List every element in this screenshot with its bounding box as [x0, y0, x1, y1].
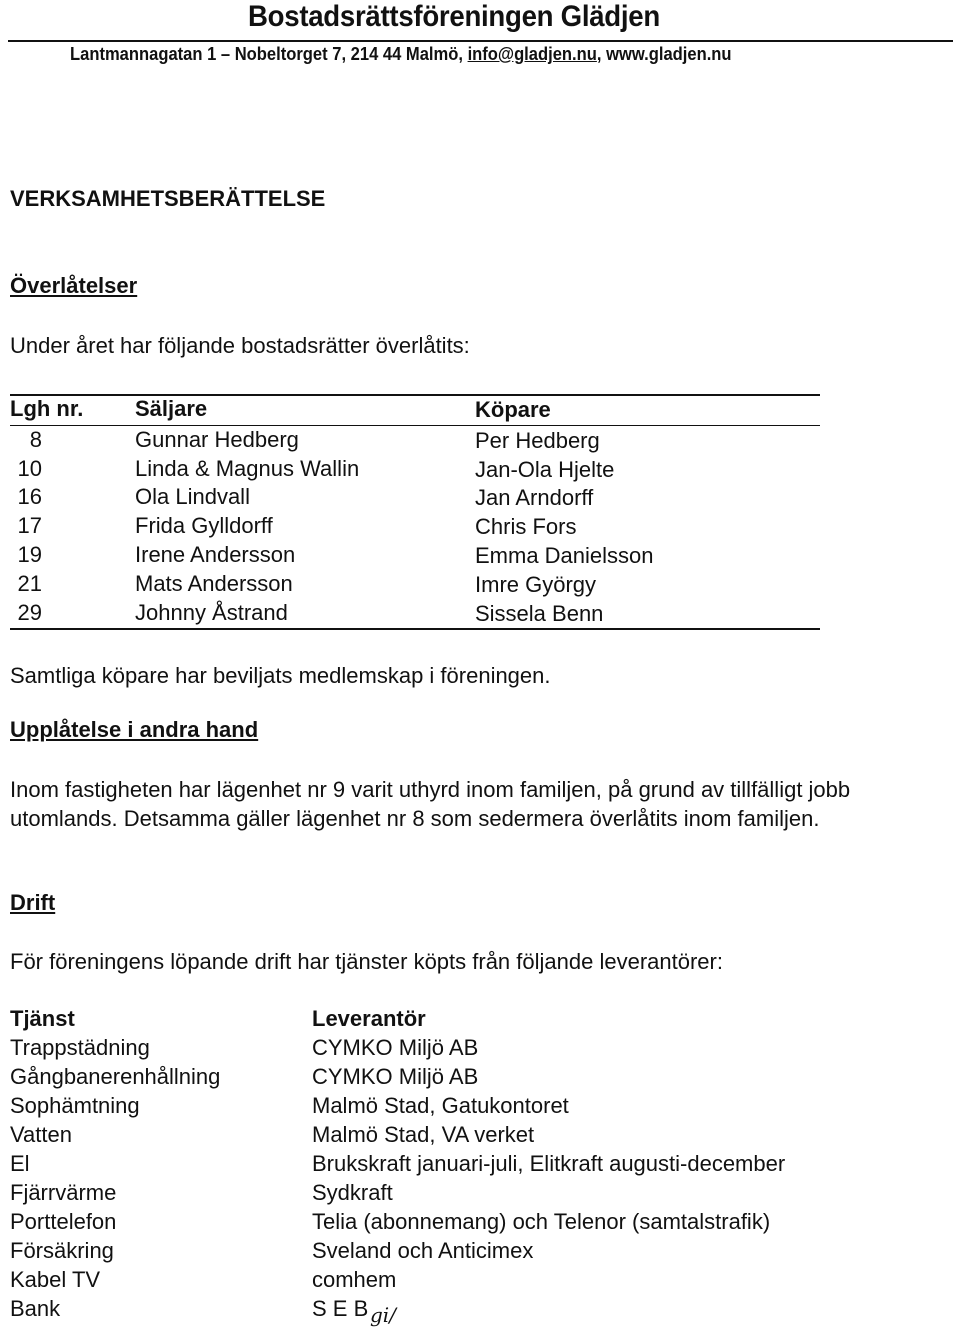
seller-name: Gunnar Hedberg	[135, 427, 299, 452]
transfers-intro: Under året har följande bostadsrätter överlåtits:	[10, 333, 470, 358]
seller-name: Frida Gylldorff	[135, 513, 273, 538]
service-name: Försäkring	[10, 1238, 114, 1263]
service-name: Bank	[10, 1296, 61, 1321]
service-name: Porttelefon	[10, 1209, 117, 1234]
supplier-name: CYMKO Miljö AB	[312, 1035, 479, 1060]
service-name: Sophämtning	[10, 1093, 140, 1118]
apartment-number: 29	[17, 600, 42, 625]
buyer-name: Imre György	[475, 572, 597, 597]
apartment-number: 19	[17, 542, 42, 567]
service-name: Trappstädning	[10, 1035, 150, 1060]
organization-name: Bostadsrättsföreningen Glädjen	[248, 0, 660, 33]
supplier-name: comhem	[312, 1267, 397, 1292]
apartment-number: 8	[29, 427, 42, 452]
supplier-name: Telia (abonnemang) och Telenor (samtalstrafik)	[312, 1209, 771, 1234]
seller-name: Irene Andersson	[135, 542, 296, 567]
supplier-name: Sydkraft	[312, 1180, 393, 1205]
supplier-name: Malmö Stad, VA verket	[312, 1122, 535, 1147]
document-title: VERKSAMHETSBERÄTTELSE	[10, 186, 326, 211]
seller-name: Johnny Åstrand	[135, 600, 288, 625]
organization-address: Lantmannagatan 1 – Nobeltorget 7, 214 44 Malmö,	[70, 44, 463, 64]
organization-contact	[70, 44, 732, 65]
handwritten-initials: gi/	[370, 1303, 396, 1327]
apartment-number: 21	[17, 571, 42, 596]
sublet-paragraph: Inom fastigheten har lägenhet nr 9 varit uthyrd inom familjen, på grund av tillfälligt jobb utomlands. Detsamma gäller lägenhet nr 8 som sedermera överlåtits inom familjen.	[10, 777, 851, 831]
supplier-name: Sveland och Anticimex	[312, 1238, 534, 1263]
supplier-name: S E B	[312, 1296, 369, 1321]
buyer-name: Chris Fors	[475, 514, 577, 539]
column-header-service: Tjänst	[10, 1006, 75, 1031]
column-header-seller: Säljare	[135, 396, 208, 421]
operations-intro: För föreningens löpande drift har tjänster köpts från följande leverantörer:	[10, 949, 723, 974]
apartment-number: 10	[17, 456, 42, 481]
transfers-heading: Överlåtelser	[10, 273, 138, 298]
apartment-number: 17	[17, 513, 42, 538]
service-name: Fjärrvärme	[10, 1180, 117, 1205]
seller-name: Mats Andersson	[135, 571, 293, 596]
buyer-name: Jan-Ola Hjelte	[475, 457, 615, 482]
buyer-name: Emma Danielsson	[475, 543, 654, 568]
seller-name: Linda & Magnus Wallin	[135, 456, 360, 481]
column-header-apartment: Lgh nr.	[10, 396, 84, 421]
organization-website: www.gladjen.nu	[606, 44, 732, 64]
service-name: El	[10, 1151, 30, 1176]
sublet-heading: Upplåtelse i andra hand	[10, 717, 259, 742]
buyer-name: Jan Arndorff	[475, 485, 594, 510]
buyer-name: Sissela Benn	[475, 601, 604, 626]
column-header-supplier: Leverantör	[312, 1006, 426, 1031]
table-top-rule	[10, 394, 820, 396]
table-header-rule	[10, 425, 820, 426]
supplier-name: CYMKO Miljö AB	[312, 1064, 479, 1089]
column-header-buyer: Köpare	[475, 397, 551, 422]
service-name: Gångbanerenhållning	[10, 1064, 221, 1089]
operations-heading: Drift	[10, 890, 56, 915]
table-bottom-rule	[10, 628, 820, 630]
organization-email: info@gladjen.nu	[467, 44, 597, 64]
contact-separator: ,	[596, 44, 602, 64]
supplier-name: Brukskraft januari-juli, Elitkraft augusti-december	[312, 1151, 786, 1176]
seller-name: Ola Lindvall	[135, 484, 250, 509]
buyer-name: Per Hedberg	[475, 428, 600, 453]
supplier-name: Malmö Stad, Gatukontoret	[312, 1093, 569, 1118]
service-name: Vatten	[10, 1122, 72, 1147]
transfers-note: Samtliga köpare har beviljats medlemskap i föreningen.	[10, 663, 551, 688]
letterhead-divider	[8, 40, 953, 42]
apartment-number: 16	[17, 484, 42, 509]
service-name: Kabel TV	[10, 1267, 101, 1292]
